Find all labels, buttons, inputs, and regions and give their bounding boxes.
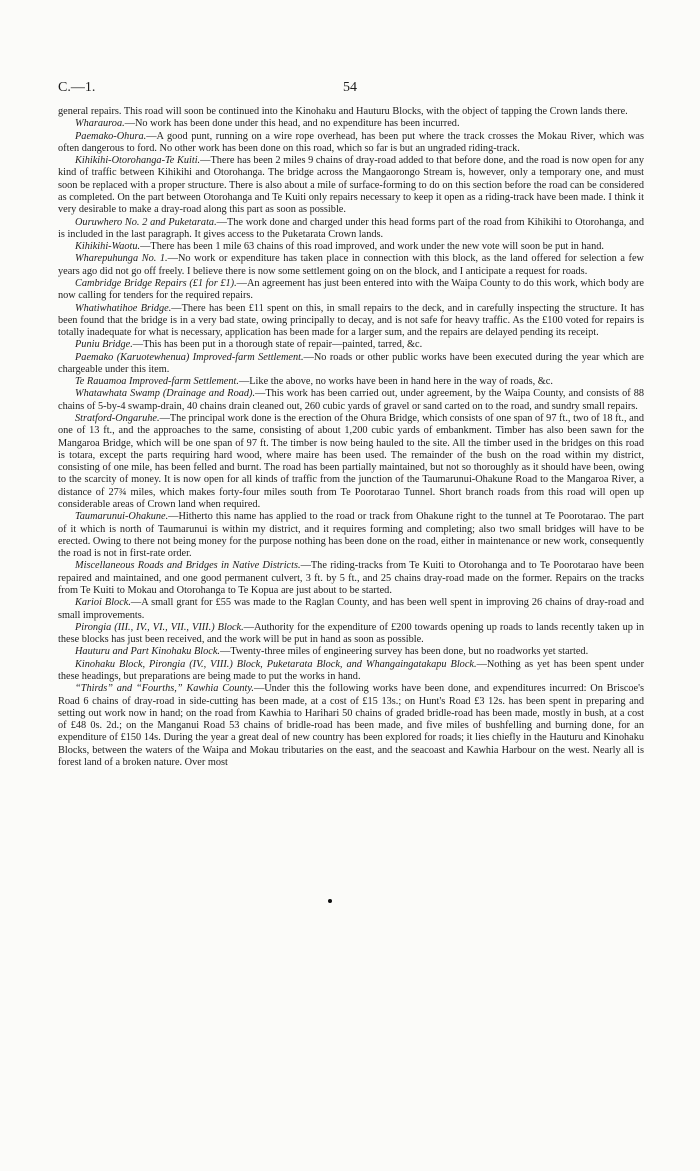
paragraph (58, 388, 644, 413)
paragraph-heading: Wharepuhunga No. 1. (75, 253, 168, 265)
paragraph-text: —The work done and charged under this head forms part of the road from Kihikihi to Otorohanga, and is included in the last paragraph. It gives access to the Puketarata Crown lands. (58, 216, 644, 240)
paragraph-text: —No roads or other public works have been executed during the year which are chargeable under this item. (58, 351, 644, 375)
paragraph-text: —Authority for the expenditure of £200 towards opening up roads to lands recently taken up in these blocks has just been received, and the work will be put in hand as soon as possible. (58, 621, 644, 646)
paragraph (58, 597, 644, 622)
paragraph-heading: Karioi Block. (75, 597, 131, 609)
paragraph-heading: Whatiwhatihoe Bridge. (75, 302, 172, 314)
paragraph (58, 622, 644, 647)
paragraph (58, 241, 644, 253)
page-number: 54 (343, 80, 357, 95)
paragraph (58, 413, 644, 511)
paragraph (58, 352, 644, 377)
paragraph (58, 376, 644, 388)
paragraph-heading: Wharauroa. (75, 118, 125, 130)
paragraph-heading: Whatawhata Swamp (Drainage and Road). (75, 388, 256, 400)
paragraph (58, 646, 644, 658)
paragraph-heading: Cambridge Bridge Repairs (£1 for £1). (75, 277, 237, 289)
paragraph-heading: Stratford-Ongaruhe. (75, 413, 160, 425)
paragraph-text: —This work has been carried out, under agreement, by the Waipa County, and consists of 88 chains of 5-by-4 swamp-drain, 40 chains drain cleaned out, 260 cubic yards of gravel or sand carted on to the road, and sundry small repairs. (58, 388, 644, 412)
paragraph-text: —Hitherto this name has applied to the road or track from Ohakune right to the tunnel at Te Poorotarao. The part of it which is north of Taumarunui is within my district, and it requires forming and completing; also two small bridges will have to be erected. Owing to there not being money for the purpose nothing has been done on the road, either in maintenance or new work, consequently the road is not in first-rate order. (58, 511, 644, 560)
paragraph-heading: Kihikihi-Waotu. (75, 241, 141, 253)
paragraph-text: —Under this the following works have been done, and expenditures incurred: On Briscoe's Road 6 chains of dray-road in side-cutting has been made, at a cost of £15 13s.; on Hunt's Road £3 12s. has been spent in preparing and setting out work now in hand; on the road from Kawhia to Harihari 50 chains of graded bridle-road has been made, mostly in bush, at a cost of £48 0s. 2d.; on the Manganui Road 53 chains of bridle-road has been made, and five miles of bushfelling and burning done, for an expenditure of £150 14s. During the year a great deal of new country has been explored for roads; it lies chiefly in the Hauturu and Kinohaku Blocks, between the waters of the Waipa and Mokau tributaries on the east, and the seacoast and Kawhia Harbour on the west. Nearly all is forest land of a broken nature. Over most (58, 683, 644, 768)
paragraph-heading: Paemako-Ohura. (75, 130, 147, 142)
paragraph (58, 155, 644, 216)
paragraph-text: general repairs. This road will soon be continued into the Kinohaku and Hauturu Blocks, with the object of tapping the Crown lands there. (58, 106, 628, 117)
body-text (58, 106, 644, 769)
paragraph (58, 511, 644, 560)
paragraph-text: —A small grant for £55 was made to the Raglan County, and has been well spent in improving 26 chains of dray-road and small improvements. (58, 597, 644, 621)
paragraph-heading: Te Rauamoa Improved-farm Settlement. (75, 376, 239, 388)
paragraph-heading: Paemako (Karuotewhenua) Improved-farm Settlement. (75, 351, 304, 363)
paragraph-text: —The riding-tracks from Te Kuiti to Otorohanga and to Te Poorotarao have been repaired and maintained, and one good permanent culvert, 3 ft. by 5 ft., and 25 chains dray-road made on the former. Repairs on the tracks from Te Kuiti to Mokau and Otorohanga to Te Kopua are just about to be started. (58, 560, 645, 596)
paragraph (58, 339, 644, 351)
paragraph (58, 659, 644, 684)
paragraph (58, 118, 644, 130)
paragraph (58, 683, 644, 769)
paragraph (58, 253, 644, 278)
paragraph-heading: Taumarunui-Ohakune. (75, 511, 169, 523)
paragraph-text: —Like the above, no works have been in hand here in the way of roads, &c. (238, 376, 553, 388)
paragraph-heading: Miscellaneous Roads and Bridges in Native Districts. (75, 560, 301, 572)
paragraph-text: —The principal work done is the erection of the Ohura Bridge, which consists of one span of 97 ft., two of 18 ft., and one of 13 ft., and the approaches to the same, consisting of about 1,200 cubic yards of embankment. Timber has also been sawn for the Mangaroa Bridge, which will be one span of 97 ft. The timber is now being hauled to the site. All the timber used in the bridges on this road is totara, except the parts requiring hard wood, where maire has been used. The remainder of the bush on the road within my district, consisting of one mile, has been felled and burnt. The road has been partially maintained, but not so thoroughly as it should have been, owing to the scarcity of money. It is now open for all kinds of traffic from the junction of the Taumarunui-Ohakune Road to the Mangaroa River, a distance of 27¾ miles, which makes forty-four miles south from Te Poorotarao Tunnel. Short branch roads from this road will open up considerable areas of Crown land when required. (58, 413, 644, 510)
paragraph (58, 560, 644, 597)
paragraph (58, 303, 644, 340)
paragraph-heading: Kihikihi-Otorohanga-Te Kuiti. (75, 155, 201, 167)
paragraph-text: —A good punt, running on a wire rope overhead, has been put where the track crosses the Mokau River, which was often dangerous to ford. No other work has been done on this road, which so far is but an ungraded riding-track. (58, 130, 644, 154)
paragraph-text: —Twenty-three miles of engineering survey has been done, but no roadworks yet started. (220, 646, 589, 658)
paragraph-text: —There has been 2 miles 9 chains of dray-road added to that before done, and the road is now open for any kind of traffic between Kihikihi and Otorohanga. The bridge across the Mangaorongo Stream is, however, only a temporary one, and must soon be replaced with a proper structure. There is also about a mile of surface-forming to do on this section before the road can be considered as completed. On the part between Otorohanga and Te Kuiti only repairs necessary to keep it open as a riding-track have been made. I think it very desirable to make a dray-road along this part as soon as possible. (58, 155, 644, 216)
paragraph-text: —This has been put in a thorough state of repair—painted, tarred, &c. (132, 339, 423, 351)
paragraph (58, 217, 644, 242)
document-reference: C.—1. (58, 80, 96, 95)
paragraph (58, 131, 644, 156)
paragraph-heading: Pirongia (III., IV., VI., VII., VIII.) Block. (75, 621, 244, 633)
paragraph-heading: Kinohaku Block, Pirongia (IV., VIII.) Block, Puketarata Block, and Whangaingatakapu Block. (75, 658, 477, 670)
page-header (58, 80, 642, 100)
paragraph-text: —No work or expenditure has taken place in connection with this block, as the land offered for selection a few years ago did not go off freely. I believe there is now some settlement going on on the block, and I anticipate a request for roads. (58, 253, 644, 277)
ink-spot (328, 899, 332, 903)
paragraph-text: —An agreement has just been entered into with the Waipa County to do this work, which body are now calling for tenders for the required repairs. (58, 277, 644, 302)
paragraph-text: —No work has been done under this head, and no expenditure has been incurred. (124, 118, 460, 130)
paragraph-text: —There has been £11 spent on this, in small repairs to the deck, and in carefully inspecting the structure. It has been found that the bridge is in a very bad state, owing principally to decay, and is not safe for heavy traffic. As the £100 voted for repairs is totally inadequate for what is necessary, application has been made for a larger sum, and the repairs are delayed pending its receipt. (58, 302, 644, 339)
paragraph-heading: Hauturu and Part Kinohaku Block. (75, 646, 221, 658)
paragraph-heading: Puniu Bridge. (75, 339, 133, 351)
paragraph (58, 278, 644, 303)
paragraph-text: —There has been 1 mile 63 chains of this road improved, and work under the new vote will soon be put in hand. (140, 241, 604, 253)
paragraph-text: —Nothing as yet has been spent under these headings, but preparations are being made to put the works in hand. (58, 658, 645, 682)
paragraph-heading: Ouruwhero No. 2 and Puketarata. (75, 216, 217, 228)
paragraph-heading: “Thirds” and “Fourths,” Kawhia County. (75, 683, 254, 695)
paragraph (58, 106, 644, 118)
